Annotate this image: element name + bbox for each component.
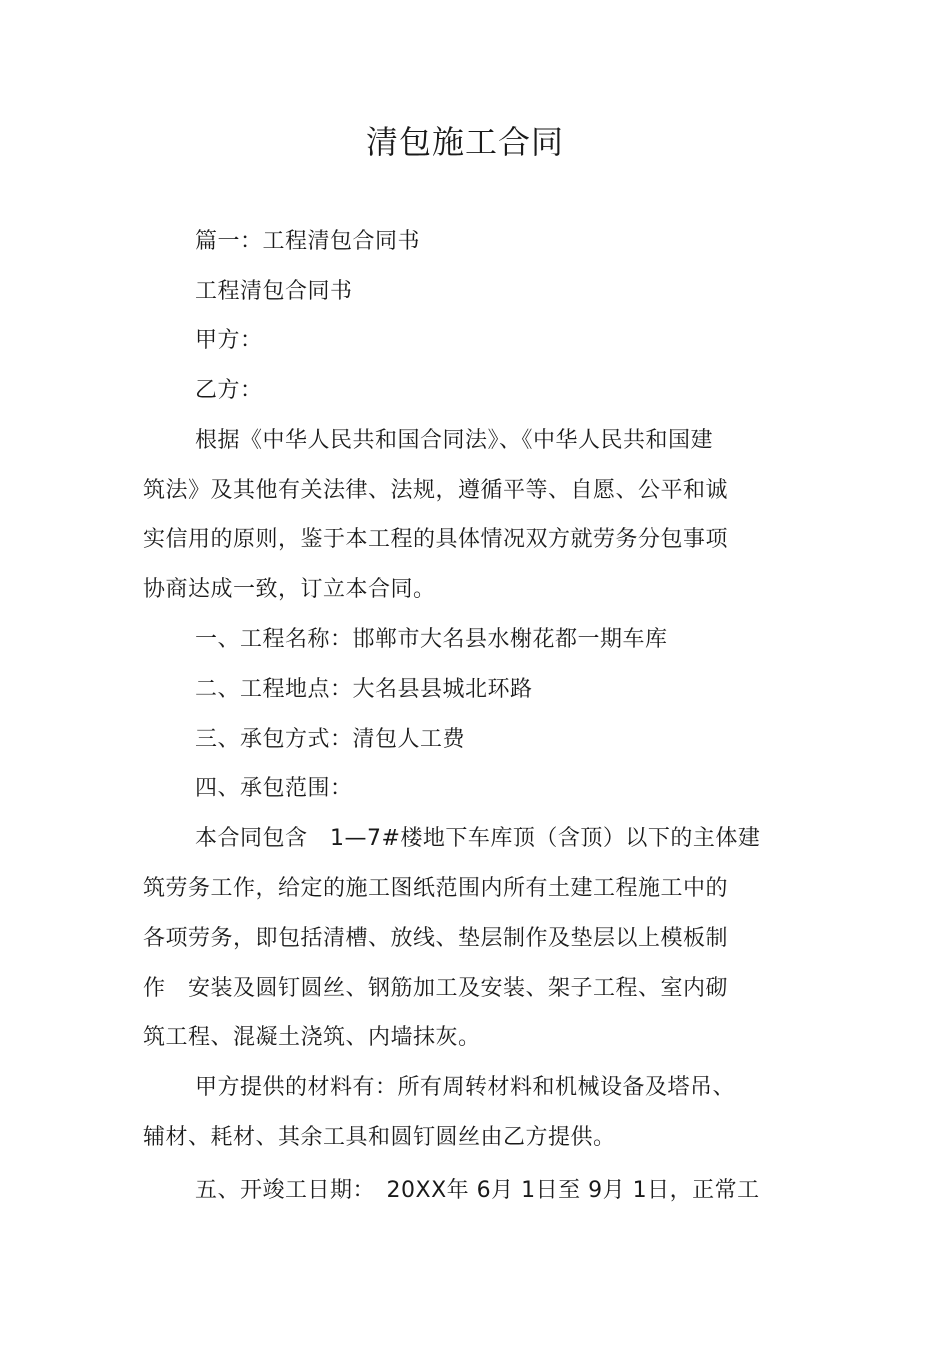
paragraph-line: 筑劳务工作，给定的施工图纸范围内所有土建工程施工中的 <box>143 876 729 901</box>
clause-schedule: 五、开竣工日期： 20XX年 6月 1日至 9月 1日，正常工 <box>195 1178 760 1203</box>
paragraph-line: 各项劳务，即包括清槽、放线、垫层制作及垫层以上模板制 <box>143 926 729 951</box>
paragraph-line: 根据《中华人民共和国合同法》、《中华人民共和国建 <box>195 428 714 453</box>
clause-contract-scope: 四、承包范围： <box>195 776 353 801</box>
clause-contract-method: 三、承包方式：清包人工费 <box>195 727 466 752</box>
clause-project-location: 二、工程地点：大名县县城北环路 <box>195 677 533 702</box>
paragraph-line: 本合同包含 1—7#楼地下车库顶（含顶）以下的主体建 <box>195 826 761 851</box>
paragraph-line: 筑工程、混凝土浇筑、内墙抹灰。 <box>143 1025 481 1050</box>
paragraph-line: 甲方提供的材料有：所有周转材料和机械设备及塔吊、 <box>195 1075 736 1100</box>
document-title: 清包施工合同 <box>365 123 564 161</box>
party-b-label: 乙方： <box>195 378 263 403</box>
paragraph-line: 作 安装及圆钉圆丝、钢筋加工及安装、架子工程、室内砌 <box>143 976 729 1001</box>
paragraph-line: 实信用的原则，鉴于本工程的具体情况双方就劳务分包事项 <box>143 527 729 552</box>
section-heading: 篇一：工程清包合同书 <box>195 229 421 254</box>
paragraph-line: 筑法》及其他有关法律、法规，遵循平等、自愿、公平和诚 <box>143 478 729 503</box>
contract-name: 工程清包合同书 <box>195 279 353 304</box>
paragraph-line: 辅材、耗材、其余工具和圆钉圆丝由乙方提供。 <box>143 1125 616 1150</box>
paragraph-line: 协商达成一致，订立本合同。 <box>143 577 436 602</box>
clause-project-name: 一、工程名称：邯郸市大名县水榭花都一期车库 <box>195 627 668 652</box>
party-a-label: 甲方： <box>195 328 263 353</box>
